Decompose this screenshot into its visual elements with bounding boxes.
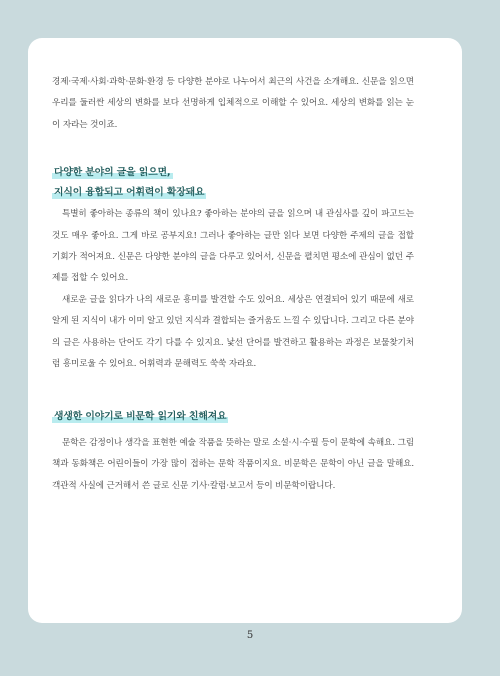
page-content (52, 72, 414, 497)
section-heading-line-2: 지식이 융합되고 어휘력이 확장돼요 (54, 187, 205, 199)
section-heading-text: 생생한 이야기로 비문학 읽기와 친해져요 (54, 411, 227, 423)
section-heading-diverse-reading (52, 166, 414, 199)
page-number: 5 (246, 630, 254, 641)
section-heading-nonfiction (52, 406, 414, 427)
section-heading-line-1: 다양한 분야의 글을 읽으면, (54, 167, 171, 179)
body-paragraph: 문학은 감정이나 생각을 표현한 예술 작품을 뜻하는 말로 소설·시·수필 등이 문학에 속해요. 그림책과 동화책은 어린이들이 가장 많이 접하는 문학 작품이지요. 비문학은 문학이 아닌 글을 말해요. 객관적 사실에 근거해서 쓴 글로 신문 기사·칼럼·보고서 등이 비문학이랍니다. (52, 437, 414, 491)
intro-paragraph: 경제·국제·사회·과학·문화·환경 등 다양한 분야로 나누어서 최근의 사건을 소개해요. 신문을 읽으면 우리를 둘러싼 세상의 변화를 보다 선명하게 입체적으로 이해할 수 있어요. 세상의 변화를 읽는 눈이 자라는 것이죠. (52, 77, 414, 130)
body-paragraph: 새로운 글을 읽다가 나의 새로운 흥미를 발견할 수도 있어요. 세상은 연결되어 있기 때문에 새로 알게 된 지식이 내가 이미 알고 있던 지식과 결합되는 즐거움도 느낄 수 있답니다. 그리고 다른 분야의 글은 사용하는 단어도 각기 다를 수 있지요. 낯선 단어를 발견하고 활용하는 과정은 보물찾기처럼 흥미로울 수 있어요. 어휘력과 문해력도 쑥쑥 자라요. (52, 294, 414, 370)
body-paragraph: 특별히 좋아하는 종류의 책이 있나요? 좋아하는 분야의 글을 읽으며 내 관심사를 깊이 파고드는 것도 매우 좋아요. 그게 바로 공부지요! 그러나 좋아하는 글만 읽다 보면 다양한 주제의 글을 접할 기회가 적어져요. 신문은 다양한 분야의 글을 다루고 있어서, 신문을 펼치면 평소에 관심이 없던 주제를 접할 수 있어요. (52, 209, 414, 284)
